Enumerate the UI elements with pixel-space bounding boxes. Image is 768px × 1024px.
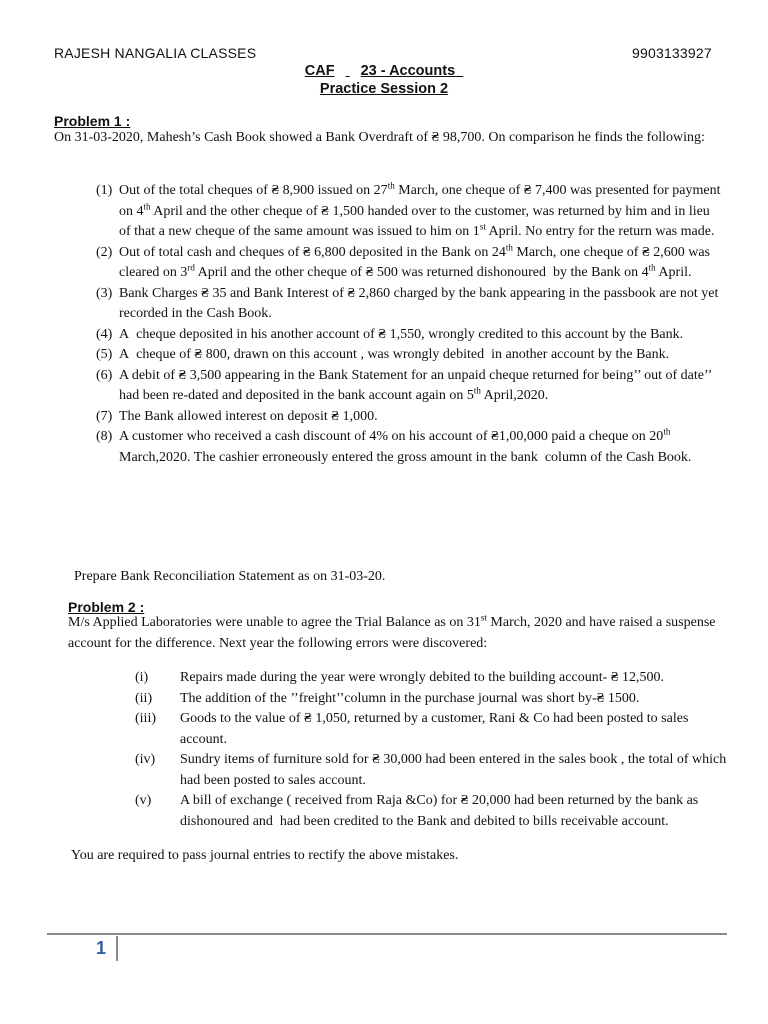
problem-1-item-text: A debit of ₴ 3,500 appearing in the Bank Statement for an unpaid cheque returned for being’’ out of date’’ had been re-dated and deposited in the bank account again on 5th April,2020. [119,367,712,403]
problem-2-instruction: You are required to pass journal entries to rectify the above mistakes. [71,848,459,863]
problem-2-item [135,791,737,832]
problem-1-item [96,407,721,428]
problem-2-heading: Problem 2 : [68,599,145,615]
title-course: CAF [304,63,335,79]
problem-1-item-number: (3) [96,285,113,301]
problem-1-item-number: (8) [96,429,113,444]
problem-1-item-text: The Bank allowed interest on deposit ₴ 1,000. [119,408,378,424]
problem-2-item-number: (ii) [135,690,153,706]
problem-1-item-text: Out of the total cheques of ₴ 8,900 issued on 27th March, one cheque of ₴ 7,400 was presented for payment on 4th April and the other cheque of ₴ 1,500 handed over to the customer, was returned by him and in lieu of that a new cheque of the same amount was issued to him on 1st April. No entry for the return was made. [119,180,721,239]
session-title-text: Practice Session 2 [319,81,449,97]
problem-2-item [135,750,737,791]
problem-1-item [96,427,721,468]
problem-1-item [96,284,721,325]
problem-2-item [135,668,737,689]
phone-number: 9903133927 [632,45,712,61]
problem-2-item [135,689,737,710]
problem-1-list [96,181,721,468]
problem-1-instruction: Prepare Bank Reconciliation Statement as on 31-03-20. [74,569,386,584]
footer-divider [47,933,727,935]
page-number: 1 [96,938,107,958]
problem-2-intro: M/s Applied Laboratories were unable to agree the Trial Balance as on 31st March, 2020 and have raised a suspense account for the difference. Next year the following errors were discovered: [68,612,716,651]
title-subject: 23 - Accounts [360,63,456,79]
problem-2-item-number: (i) [135,670,149,685]
problem-2-item-text: A bill of exchange ( received from Raja &Co) for ₴ 20,000 had been returned by the bank as dishonoured and had been credited to the Bank and debited to bills receivable account. [180,793,699,829]
problem-1-item-number: (1) [96,183,113,198]
problem-2-item-text: Repairs made during the year were wrongly debited to the building account- ₴ 12,500. [180,670,665,685]
problem-2-item [135,709,737,750]
problem-1-item [96,345,721,366]
problem-1-item [96,181,721,243]
problem-1-item-number: (6) [96,367,113,383]
problem-1-item [96,325,721,346]
problem-1-item-number: (5) [96,347,113,362]
problem-1-item-text: Out of total cash and cheques of ₴ 6,800 deposited in the Bank on 24th March, one cheque of ₴ 2,600 was cleared on 3rd April and the other cheque of ₴ 500 was returned dishonoured by the Bank on 4th April. [119,241,711,280]
problem-2-item-number: (iii) [135,711,156,726]
problem-1-item-number: (7) [96,408,113,424]
problem-1-item-text: A cheque deposited in his another account of ₴ 1,550, wrongly credited to this account by the Bank. [119,326,684,342]
problem-2-item-number: (v) [135,793,152,808]
problem-2-item-text: Sundry items of furniture sold for ₴ 30,000 had been entered in the sales book , the total of which had been posted to sales account. [180,752,727,788]
page-number-bar [116,936,118,961]
session-title [0,81,768,97]
problem-1-item-text: A cheque of ₴ 800, drawn on this account , was wrongly debited in another account by the Bank. [119,347,670,362]
problem-1-intro: On 31-03-2020, Mahesh’s Cash Book showed a Bank Overdraft of ₴ 98,700. On comparison he finds the following: [54,130,705,145]
problem-1-item-number: (2) [96,244,113,260]
problem-2-item-text: The addition of the ’’freight’’column in the purchase journal was short by-₴ 1500. [180,690,640,706]
institute-name: RAJESH NANGALIA CLASSES [54,45,257,61]
problem-1-item-text: Bank Charges ₴ 35 and Bank Interest of ₴ 2,860 charged by the bank appearing in the passbook are not yet recorded in the Cash Book. [119,285,719,321]
document-title [0,63,768,79]
problem-1-item-number: (4) [96,326,113,342]
problem-1-item-text: A customer who received a cash discount of 4% on his account of ₴1,00,000 paid a cheque on 20th March,2020. The cashier erroneously entered the gross amount in the bank column of the Cash Book. [119,426,692,465]
problem-1-heading: Problem 1 : [54,113,131,129]
problem-1-item [96,243,721,284]
problem-2-item-text: Goods to the value of ₴ 1,050, returned by a customer, Rani & Co had been posted to sales account. [180,711,689,747]
problem-1-item [96,366,721,407]
problem-2-item-number: (iv) [135,752,156,767]
problem-2-list [135,668,737,832]
